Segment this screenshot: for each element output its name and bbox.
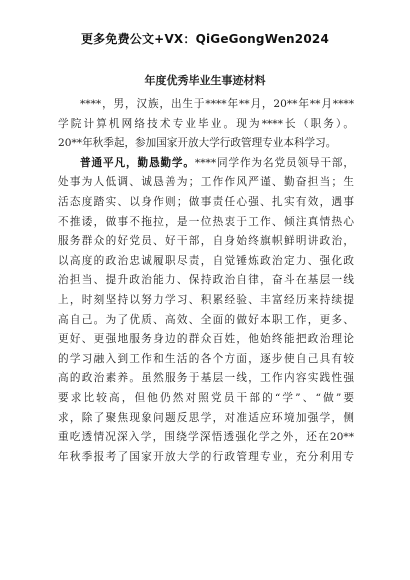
paragraph-2-first-line bbox=[58, 154, 354, 174]
paragraph-1-line: 学院计算机网络技术专业毕业。现为****长（职务）。 bbox=[58, 117, 354, 130]
promo-banner: 更多免费公文+VX：QiGeGongWen2024 bbox=[80, 32, 329, 46]
paragraph-2-line: 更好、更强地服务身边的群众百姓，他始终能把政治理论 bbox=[58, 333, 354, 346]
paragraph-2-lead: 普通平凡，勤恳勤学。 bbox=[80, 156, 195, 169]
paragraph-2-line: 求，除了聚焦现象问题反思学，对准适应环境加强学，侧 bbox=[58, 411, 354, 424]
paragraph-2-line: 要求比较高，但他仍然对照党员干部的“学”、“做”要 bbox=[58, 391, 354, 404]
paragraph-2-line: 活态度踏实、以身作则；做事责任心强、扎实有效，遇事 bbox=[58, 195, 354, 208]
paragraph-2-line: 以高度的政治忠诚履职尽责，自觉锤炼政治定力、强化政 bbox=[58, 254, 354, 267]
paragraph-2-line: 上，时刻坚持以努力学习、积累经验、丰富经历来持续提 bbox=[58, 293, 354, 306]
paragraph-2-line: 重吃透情况深入学，围绕学深悟透强化学之外，还在20** bbox=[58, 431, 354, 444]
paragraph-2-line: 治担当、提升政治能力、保持政治自律，奋斗在基层一线 bbox=[58, 274, 354, 287]
document-body bbox=[58, 95, 354, 467]
paragraph-2-line: 高的政治素养。虽然服务于基层一线，工作内容实践性强 bbox=[58, 372, 354, 385]
paragraph-1-line: ****，男，汉族，出生于****年**月，20**年**月**** bbox=[80, 98, 354, 110]
document-title: 年度优秀毕业生事迹材料 bbox=[144, 74, 266, 87]
paragraph-2-first-text: ****同学作为名党员领导干部， bbox=[194, 156, 354, 169]
paragraph-2-line: 服务群众的好党员、好干部，自身始终旗帜鲜明讲政治， bbox=[58, 235, 354, 248]
paragraph-2-line: 高自己。为了优质、高效、全面的做好本职工作，更多、 bbox=[58, 313, 354, 326]
paragraph-2-line: 处事为人低调、诚恳善为；工作作风严谨、勤奋担当；生 bbox=[58, 176, 354, 189]
paragraph-2-line: 的学习融入到工作和生活的各个方面，逐步使自己具有较 bbox=[58, 352, 354, 365]
paragraph-2-line: 不推诿，做事不拖拉，是一位热衷于工作、倾注真情热心 bbox=[58, 215, 354, 228]
paragraph-2-line: 年秋季报考了国家开放大学的行政管理专业，充分利用专 bbox=[58, 450, 354, 463]
paragraph-1-line: 20**年秋季起，参加国家开放大学行政管理专业本科学习。 bbox=[58, 137, 337, 150]
